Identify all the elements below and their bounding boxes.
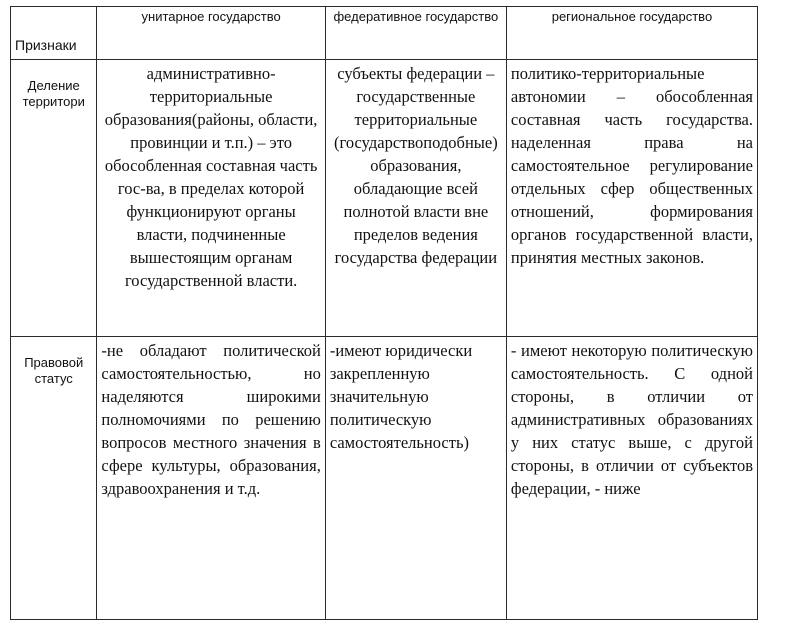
cell-unitary-status: -не обладают политической самостоятельностью, но наделяются широкими полномочиями по решению вопросов местного значения в сфере культуры, образования, здравоохранения и т.д. [97, 337, 325, 620]
header-features: Признаки [11, 7, 97, 60]
row-label-territory: Деление территори [11, 60, 97, 337]
header-regional: региональное государство [506, 7, 757, 60]
header-federal: федеративное государство [325, 7, 506, 60]
cell-federal-territory: субъекты федерации – государственные территориальные (государствоподобные) образования, обладающие всей полнотой власти вне пределов ведения государства федерации [325, 60, 506, 337]
cell-federal-status: -имеют юридически закрепленную значительную политическую самостоятельность) [325, 337, 506, 620]
header-unitary: унитарное государство [97, 7, 325, 60]
cell-unitary-territory: административно-территориальные образования(районы, области, провинции и т.п.) – это обособленная составная часть гос-ва, в пределах которой функционируют органы власти, подчиненные вышестоящим органам государственной власти. [97, 60, 325, 337]
table-row [11, 337, 758, 620]
table-row [11, 60, 758, 337]
comparison-table [10, 6, 758, 620]
cell-regional-status: - имеют некоторую политическую самостоятельность. С одной стороны, в отличии от административных образованиях у них статус выше, с другой стороны, в отличии от субъектов федерации, - ниже [506, 337, 757, 620]
cell-regional-territory: политико-территориальные автономии – обособленная составная часть государства. наделенная права на самостоятельное регулирование отдельных сфер общественных отношений, формирования органов государственной власти, принятия местных законов. [506, 60, 757, 337]
row-label-legal-status: Правовой статус [11, 337, 97, 620]
header-row [11, 7, 758, 60]
